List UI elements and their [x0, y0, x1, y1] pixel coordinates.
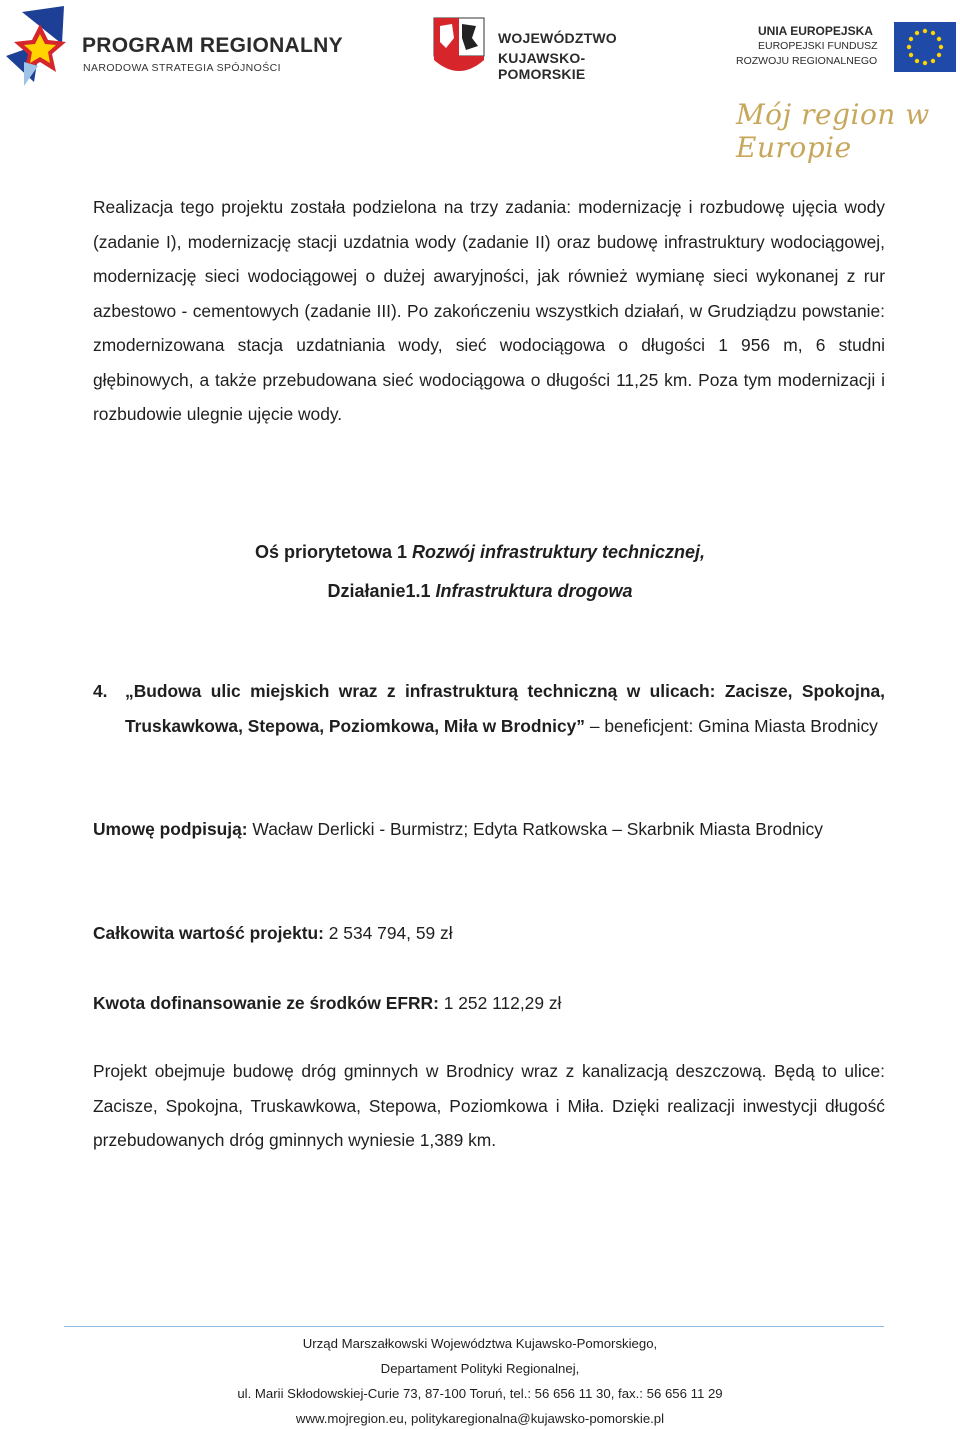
slogan: Mój region w Europie — [736, 98, 930, 164]
total-value: 2 534 794, 59 zł — [323, 923, 453, 943]
star-emblem-icon — [4, 4, 76, 94]
program-title: PROGRAM REGIONALNY — [82, 34, 343, 57]
signers-paragraph — [93, 812, 885, 847]
item-number: 4. — [93, 681, 108, 701]
eu-logo — [736, 22, 958, 94]
heading-action-name: Infrastruktura drogowa — [435, 581, 633, 601]
footer-line4: www.mojregion.eu, politykaregionalna@kujawsko-pomorskie.pl — [295, 1411, 665, 1426]
footer-line3: ul. Marii Skłodowskiej-Curie 73, 87-100 Toruń, tel.: 56 656 11 30, fax.: 56 656 11 29 — [237, 1386, 723, 1401]
page-header — [0, 0, 960, 164]
funding-line — [93, 986, 885, 1021]
program-regionalny-logo — [4, 4, 344, 94]
wojewodztwo-line1: WOJEWÓDZTWO — [498, 30, 617, 46]
section-heading — [0, 533, 960, 611]
heading-axis-label: Oś priorytetowa 1 — [254, 542, 412, 562]
eu-flag-icon — [894, 22, 956, 72]
coat-of-arms-icon — [432, 16, 486, 80]
funding-label: Kwota dofinansowanie ze środków EFRR: — [93, 993, 439, 1013]
final-paragraph: Projekt obejmuje budowę dróg gminnych w Brodnicy wraz z kanalizacją deszczową. Będą to ulice: Zacisze, Spokojna, Truskawkowa, Stepowa, Poziomkowa i Miła. Dzięki realizacji inwestycji długość przebudowanych dróg gminnych wyniesie 1,389 km. — [93, 1061, 885, 1150]
item-title: „Budowa ulic miejskich wraz z infrastrukturą techniczną w ulicach: Zacisze, Spokojna, Truskawkowa, Stepowa, Poziomkowa, Miła w Brodnicy” — [125, 681, 885, 736]
total-label: Całkowita wartość projektu: — [93, 923, 324, 943]
heading-line2 — [0, 572, 960, 611]
ue-line1: UNIA EUROPEJSKA — [758, 24, 873, 38]
heading-line1 — [0, 533, 960, 572]
funding-value: 1 252 112,29 zł — [438, 993, 562, 1013]
footer-line1: Urząd Marszałkowski Województwa Kujawsko-Pomorskiego, — [302, 1336, 658, 1351]
intro-paragraph: Realizacja tego projektu została podzielona na trzy zadania: modernizację i rozbudowę ujęcia wody (zadanie I), modernizację stacji uzdatnia wody (zadanie II) oraz budowę infrastruktury wodociągowej, modernizację sieci wodociągowej o dużej awaryjności, jak również wymianę sieci wykonanej z rur azbestowo - cementowych (zadanie III). Po zakończeniu wszystkich działań, w Grudziądzu powstanie: zmodernizowana stacja uzdatniania wody, sieć wodociągowa o długości 1 956 m, 6 studni głębinowych, a także przebudowana sieć wodociągowa o długości 11,25 km. Poza tym modernizacji i rozbudowie ulegnie ujęcie wody. — [93, 197, 885, 424]
heading-action-label: Działanie1.1 — [327, 581, 436, 601]
ue-line3: ROZWOJU REGIONALNEGO — [736, 55, 878, 67]
wojewodztwo-logo — [432, 16, 672, 86]
project-item — [93, 674, 885, 743]
program-subtitle: NARODOWA STRATEGIA SPÓJNOŚCI — [83, 62, 281, 74]
wojewodztwo-line2: KUJAWSKO-POMORSKIE — [498, 50, 586, 82]
total-value-line — [93, 916, 885, 951]
signers-label: Umowę podpisują: — [93, 819, 248, 839]
signers-value: Wacław Derlicki - Burmistrz; Edyta Ratkowska – Skarbnik Miasta Brodnicy — [247, 819, 823, 839]
ue-line2: EUROPEJSKI FUNDUSZ — [758, 40, 878, 52]
item-beneficiary: – beneficjent: Gmina Miasta Brodnicy — [585, 715, 878, 736]
item-body — [125, 674, 885, 743]
footer-divider — [64, 1326, 884, 1327]
heading-axis-name: Rozwój infrastruktury technicznej, — [412, 542, 706, 562]
footer-line2: Departament Polityki Regionalnej, — [380, 1361, 580, 1376]
